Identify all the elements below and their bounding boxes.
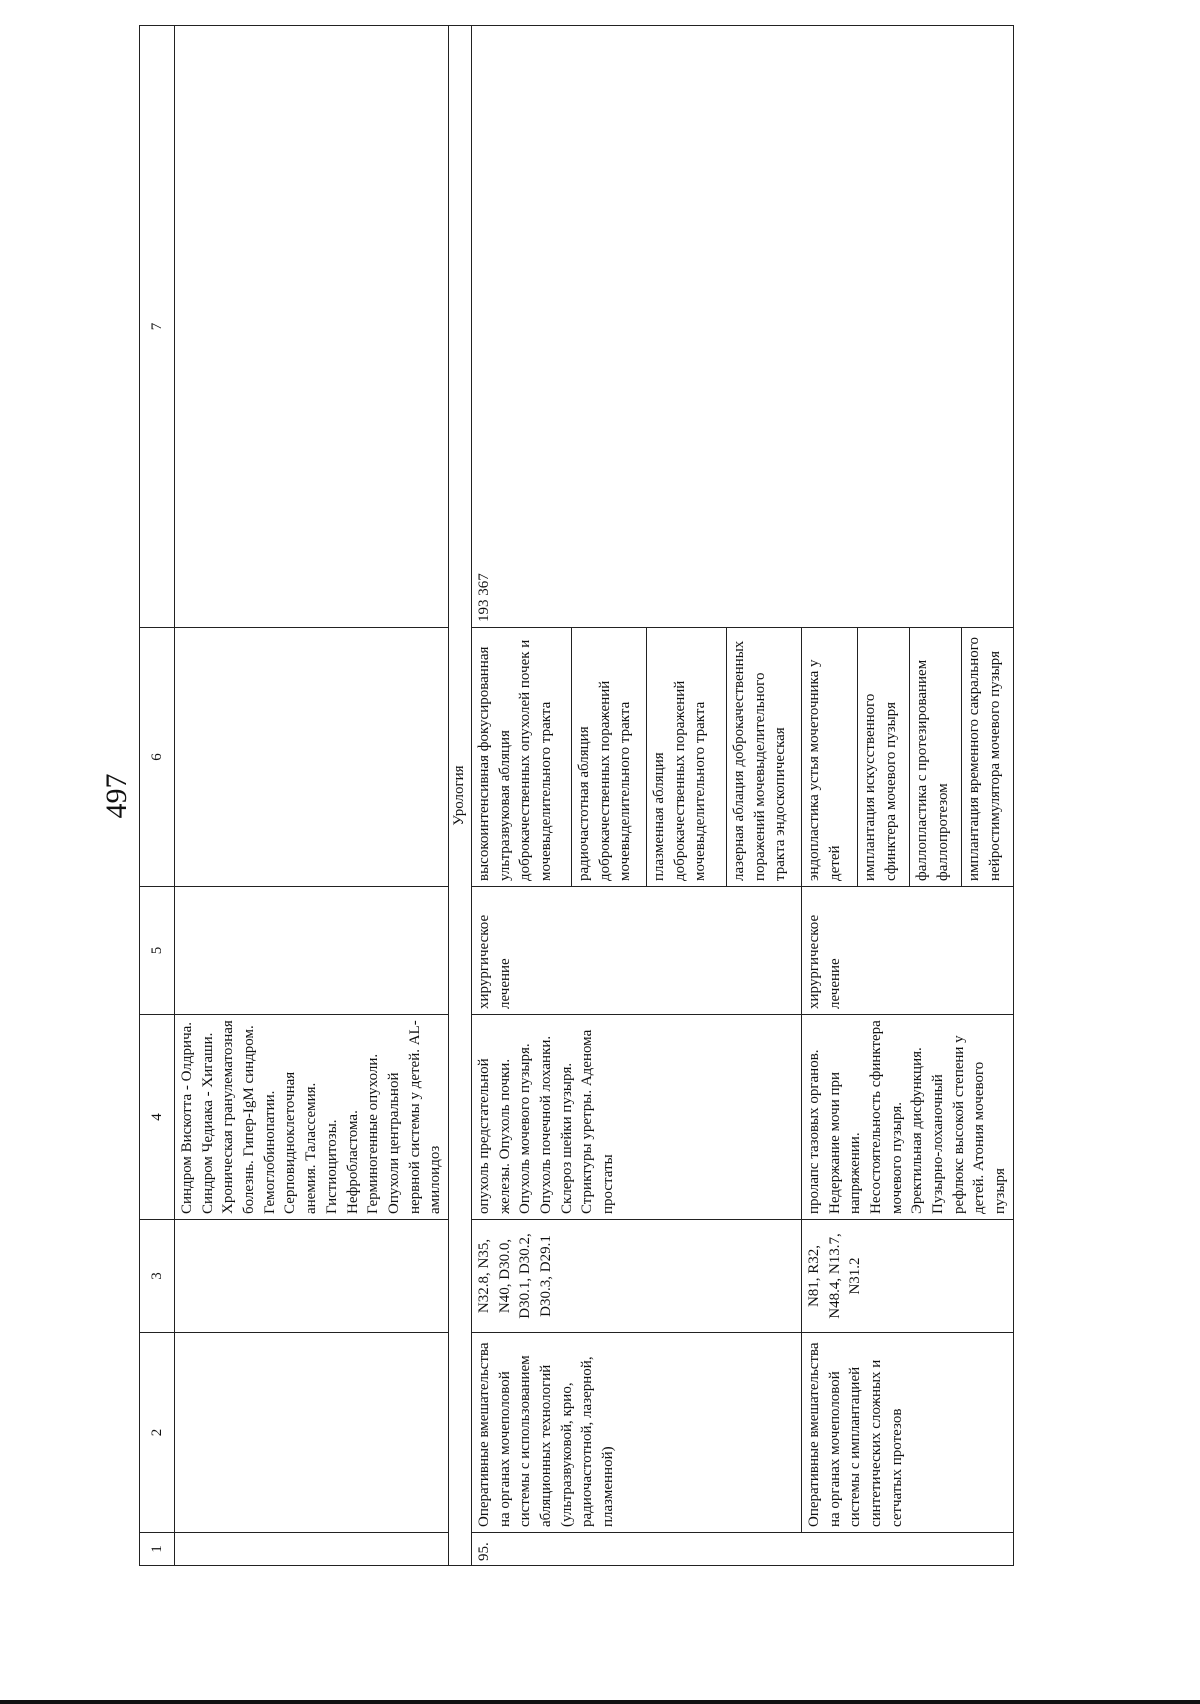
diagnoses-cell: пролапс тазовых органов. Недержание мочи при напряжении. Несостоятельность сфинктера мочевого пузыря. Эректильная дисфункция. Пузырно-лоханочный рефлюкс высокой степени у детей. Атония мочевого пузыря [801, 1015, 1013, 1220]
method-cell: имплантация временного сакрального нейростимулятора мочевого пузыря [961, 628, 1013, 887]
diagnoses-cell: Синдром Вискотта - Олдрича. Синдром Чедиака - Хигаши. Хроническая гранулематозная болезнь. Гипер-IgM синдром. Гемоглобинопатии. Серповидноклеточная анемия. Талассемия. Гистиоцитозы. Нефробластома. Герминогенные опухоли. Опухоли центральной нервной системы у детей. AL-амилоидоз [175, 1015, 449, 1220]
group-name: Оперативные вмешательства на органах мочеполовой системы с использованием абляционных технологий (ультразвуковой, крио, радиочастотной, лазерной, плазменной) [471, 1333, 801, 1533]
diagnoses-cell: опухоль предстательной железы. Опухоль почки. Опухоль мочевого пузыря. Опухоль почечной лоханки. Склероз шейки пузыря. Стриктуры уретры. Аденома простаты [471, 1015, 801, 1220]
section-title: Урология [448, 26, 471, 1566]
method-cell: имплантация искусственного сфинктера мочевого пузыря [857, 628, 909, 887]
column-numbers-row [140, 26, 175, 1566]
method-cell: высокоинтенсивная фокусированная ультразвуковая абляция доброкачественных опухолей почек и мочевыделительного тракта [471, 628, 571, 887]
page-number: 497 [100, 773, 133, 819]
services-table [139, 25, 1014, 1566]
column-number: 7 [140, 26, 175, 628]
method-row [471, 26, 571, 1566]
method-cell: лазерная аблация доброкачественных поражений мочевыделительного тракта эндоскопическая [726, 628, 801, 887]
method-cell: плазменная абляция доброкачественных поражений мочевыделительного тракта [646, 628, 726, 887]
icd-codes: N32.8, N35, N40, D30.0, D30.1, D30.2, D30.3, D29.1 [471, 1220, 801, 1333]
entry-number: 95. [471, 1533, 1013, 1566]
section-row [448, 26, 471, 1566]
scan-edge [0, 1700, 1200, 1704]
method-cell: радиочастотная абляция доброкачественных поражений мочевыделительного тракта [571, 628, 646, 887]
cost-cell: 193 367 [471, 26, 1013, 628]
column-number: 5 [140, 887, 175, 1015]
column-number: 6 [140, 628, 175, 887]
method-cell: эндопластика устья мочеточника у детей [801, 628, 857, 887]
column-number: 4 [140, 1015, 175, 1220]
rotated-page [95, 26, 1095, 1566]
continuation-row [175, 26, 449, 1566]
treatment-type: хирургическое лечение [801, 887, 1013, 1015]
column-number: 1 [140, 1533, 175, 1566]
column-number: 2 [140, 1333, 175, 1533]
method-cell: фаллопластика с протезированием фаллопротезом [909, 628, 961, 887]
group-name: Оперативные вмешательства на органах мочеполовой системы с имплантацией синтетических сложных и сетчатых протезов [801, 1333, 1013, 1533]
column-number: 3 [140, 1220, 175, 1333]
icd-codes: N81, R32, N48.4, N13.7, N31.2 [801, 1220, 1013, 1333]
treatment-type: хирургическое лечение [471, 887, 801, 1015]
